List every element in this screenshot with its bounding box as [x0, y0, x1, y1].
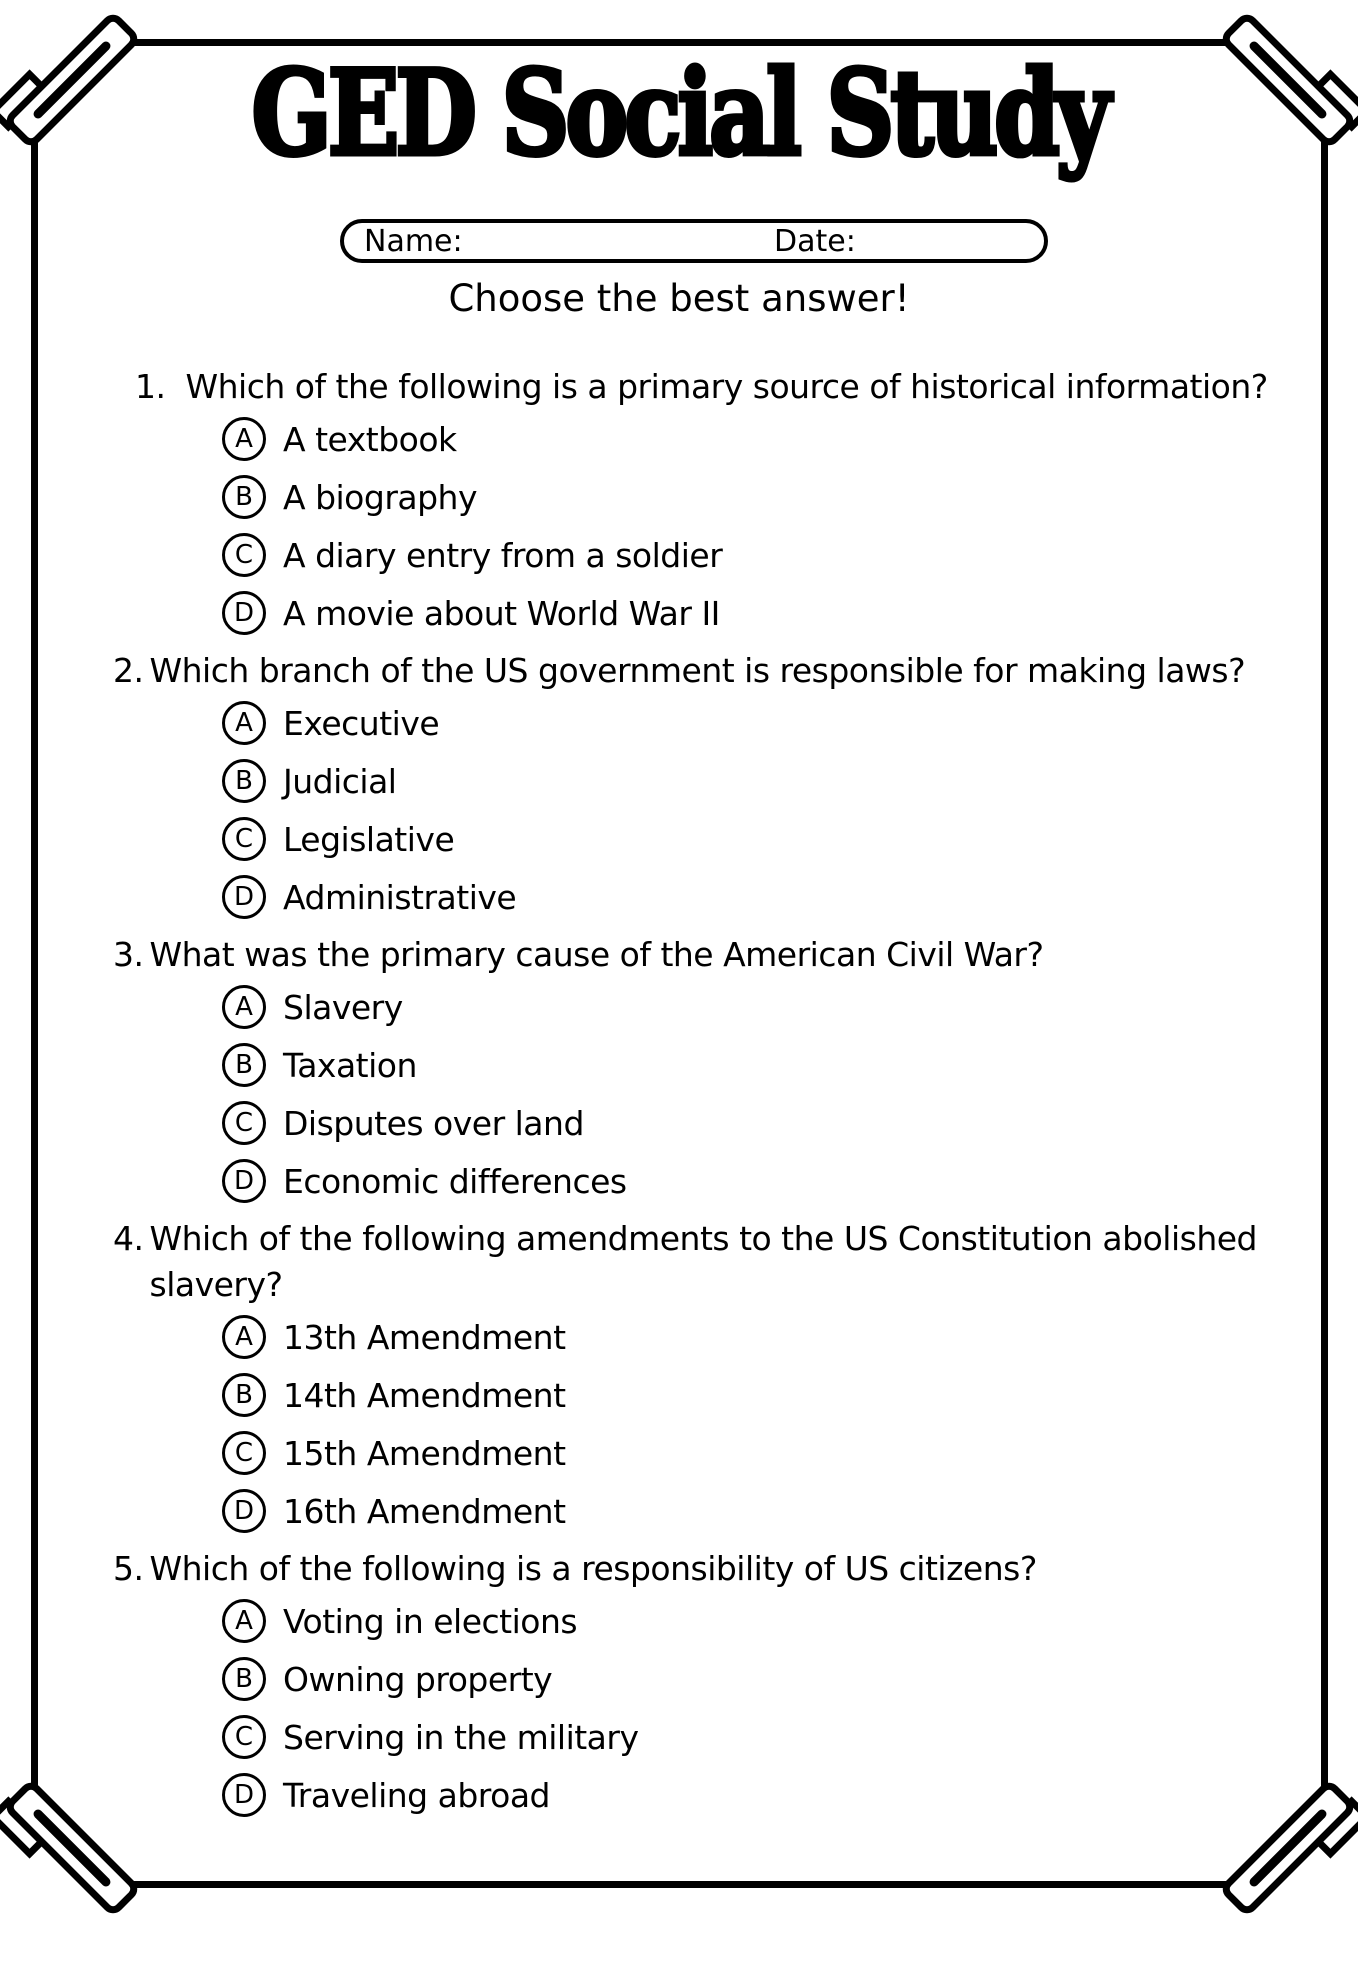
option-bubble[interactable]: A	[222, 985, 266, 1029]
option-bubble[interactable]: B	[222, 759, 266, 803]
option-bubble[interactable]: D	[222, 1489, 266, 1533]
name-field[interactable]	[463, 223, 1024, 259]
option-bubble[interactable]: D	[222, 591, 266, 635]
option-text: A textbook	[283, 419, 457, 459]
question-number: 4.	[113, 1219, 144, 1258]
question-block	[0, 1216, 1280, 1534]
option-text: Administrative	[283, 877, 517, 917]
question-block	[0, 932, 1280, 1204]
answer-option[interactable]	[222, 590, 1280, 636]
answer-option[interactable]	[222, 1158, 1280, 1204]
answer-option[interactable]	[222, 1772, 1280, 1818]
option-bubble[interactable]: D	[222, 1773, 266, 1817]
question-block	[0, 364, 1280, 636]
question-number: 2.	[113, 651, 144, 690]
option-bubble[interactable]: C	[222, 817, 266, 861]
option-text: 14th Amendment	[283, 1375, 566, 1415]
question-line	[0, 1546, 1280, 1592]
question-block	[0, 1546, 1280, 1818]
instruction-text: Choose the best answer!	[448, 277, 910, 320]
option-bubble[interactable]: C	[222, 533, 266, 577]
question-text: Which of the following is a primary source of historical information?	[185, 367, 1268, 406]
option-text: 15th Amendment	[283, 1433, 566, 1473]
questions	[0, 352, 1280, 1818]
answer-option[interactable]	[222, 1488, 1280, 1534]
answer-option[interactable]	[222, 816, 1280, 862]
option-text: A biography	[283, 477, 477, 517]
option-bubble[interactable]: D	[222, 875, 266, 919]
answer-option[interactable]	[222, 1372, 1280, 1418]
name-date-box	[340, 219, 1048, 263]
question-number: 3.	[113, 935, 144, 974]
option-bubble[interactable]: C	[222, 1101, 266, 1145]
option-text: Executive	[283, 703, 440, 743]
option-bubble[interactable]: A	[222, 701, 266, 745]
option-bubble[interactable]: C	[222, 1431, 266, 1475]
option-bubble[interactable]: A	[222, 417, 266, 461]
answer-option[interactable]	[222, 700, 1280, 746]
date-label: Date:	[774, 223, 856, 259]
answer-option[interactable]	[222, 1100, 1280, 1146]
question-line	[0, 648, 1280, 694]
page-title: GED Social Study	[251, 45, 1107, 183]
option-text: Voting in elections	[283, 1601, 578, 1641]
option-bubble[interactable]: A	[222, 1315, 266, 1359]
option-text: 13th Amendment	[283, 1317, 566, 1357]
question-text: Which branch of the US government is responsible for making laws?	[149, 651, 1246, 690]
answer-option[interactable]	[222, 1656, 1280, 1702]
question-line	[0, 364, 1280, 410]
option-bubble[interactable]: B	[222, 1043, 266, 1087]
option-text: Serving in the military	[283, 1717, 639, 1757]
option-bubble[interactable]: C	[222, 1715, 266, 1759]
answer-option[interactable]	[222, 1042, 1280, 1088]
option-bubble[interactable]: B	[222, 1373, 266, 1417]
answer-option[interactable]	[222, 416, 1280, 462]
answer-option[interactable]	[222, 758, 1280, 804]
option-text: Taxation	[283, 1045, 417, 1085]
question-line	[0, 1216, 1280, 1308]
question-number: 5.	[113, 1549, 144, 1588]
answer-option[interactable]	[222, 474, 1280, 520]
question-text: Which of the following is a responsibility of US citizens?	[149, 1549, 1037, 1588]
option-text: 16th Amendment	[283, 1491, 566, 1531]
option-bubble[interactable]: B	[222, 1657, 266, 1701]
option-text: A diary entry from a soldier	[283, 535, 723, 575]
option-text: Economic differences	[283, 1161, 627, 1201]
option-text: Slavery	[283, 987, 403, 1027]
answer-option[interactable]	[222, 984, 1280, 1030]
answer-option[interactable]	[222, 1314, 1280, 1360]
answer-option[interactable]	[222, 1714, 1280, 1760]
option-text: A movie about World War II	[283, 593, 720, 633]
option-bubble[interactable]: D	[222, 1159, 266, 1203]
answer-option[interactable]	[222, 874, 1280, 920]
answer-option[interactable]	[222, 532, 1280, 578]
question-number: 1.	[135, 367, 166, 406]
option-text: Disputes over land	[283, 1103, 584, 1143]
question-line	[0, 932, 1280, 978]
name-label: Name:	[364, 223, 463, 259]
question-text: Which of the following amendments to the US Constitution abolished slavery?	[149, 1219, 1257, 1304]
option-text: Legislative	[283, 819, 455, 859]
option-text: Traveling abroad	[283, 1775, 550, 1815]
answer-option[interactable]	[222, 1598, 1280, 1644]
option-text: Judicial	[283, 761, 397, 801]
answer-option[interactable]	[222, 1430, 1280, 1476]
option-bubble[interactable]: B	[222, 475, 266, 519]
question-text: What was the primary cause of the American Civil War?	[149, 935, 1044, 974]
option-bubble[interactable]: A	[222, 1599, 266, 1643]
question-block	[0, 648, 1280, 920]
option-text: Owning property	[283, 1659, 553, 1699]
